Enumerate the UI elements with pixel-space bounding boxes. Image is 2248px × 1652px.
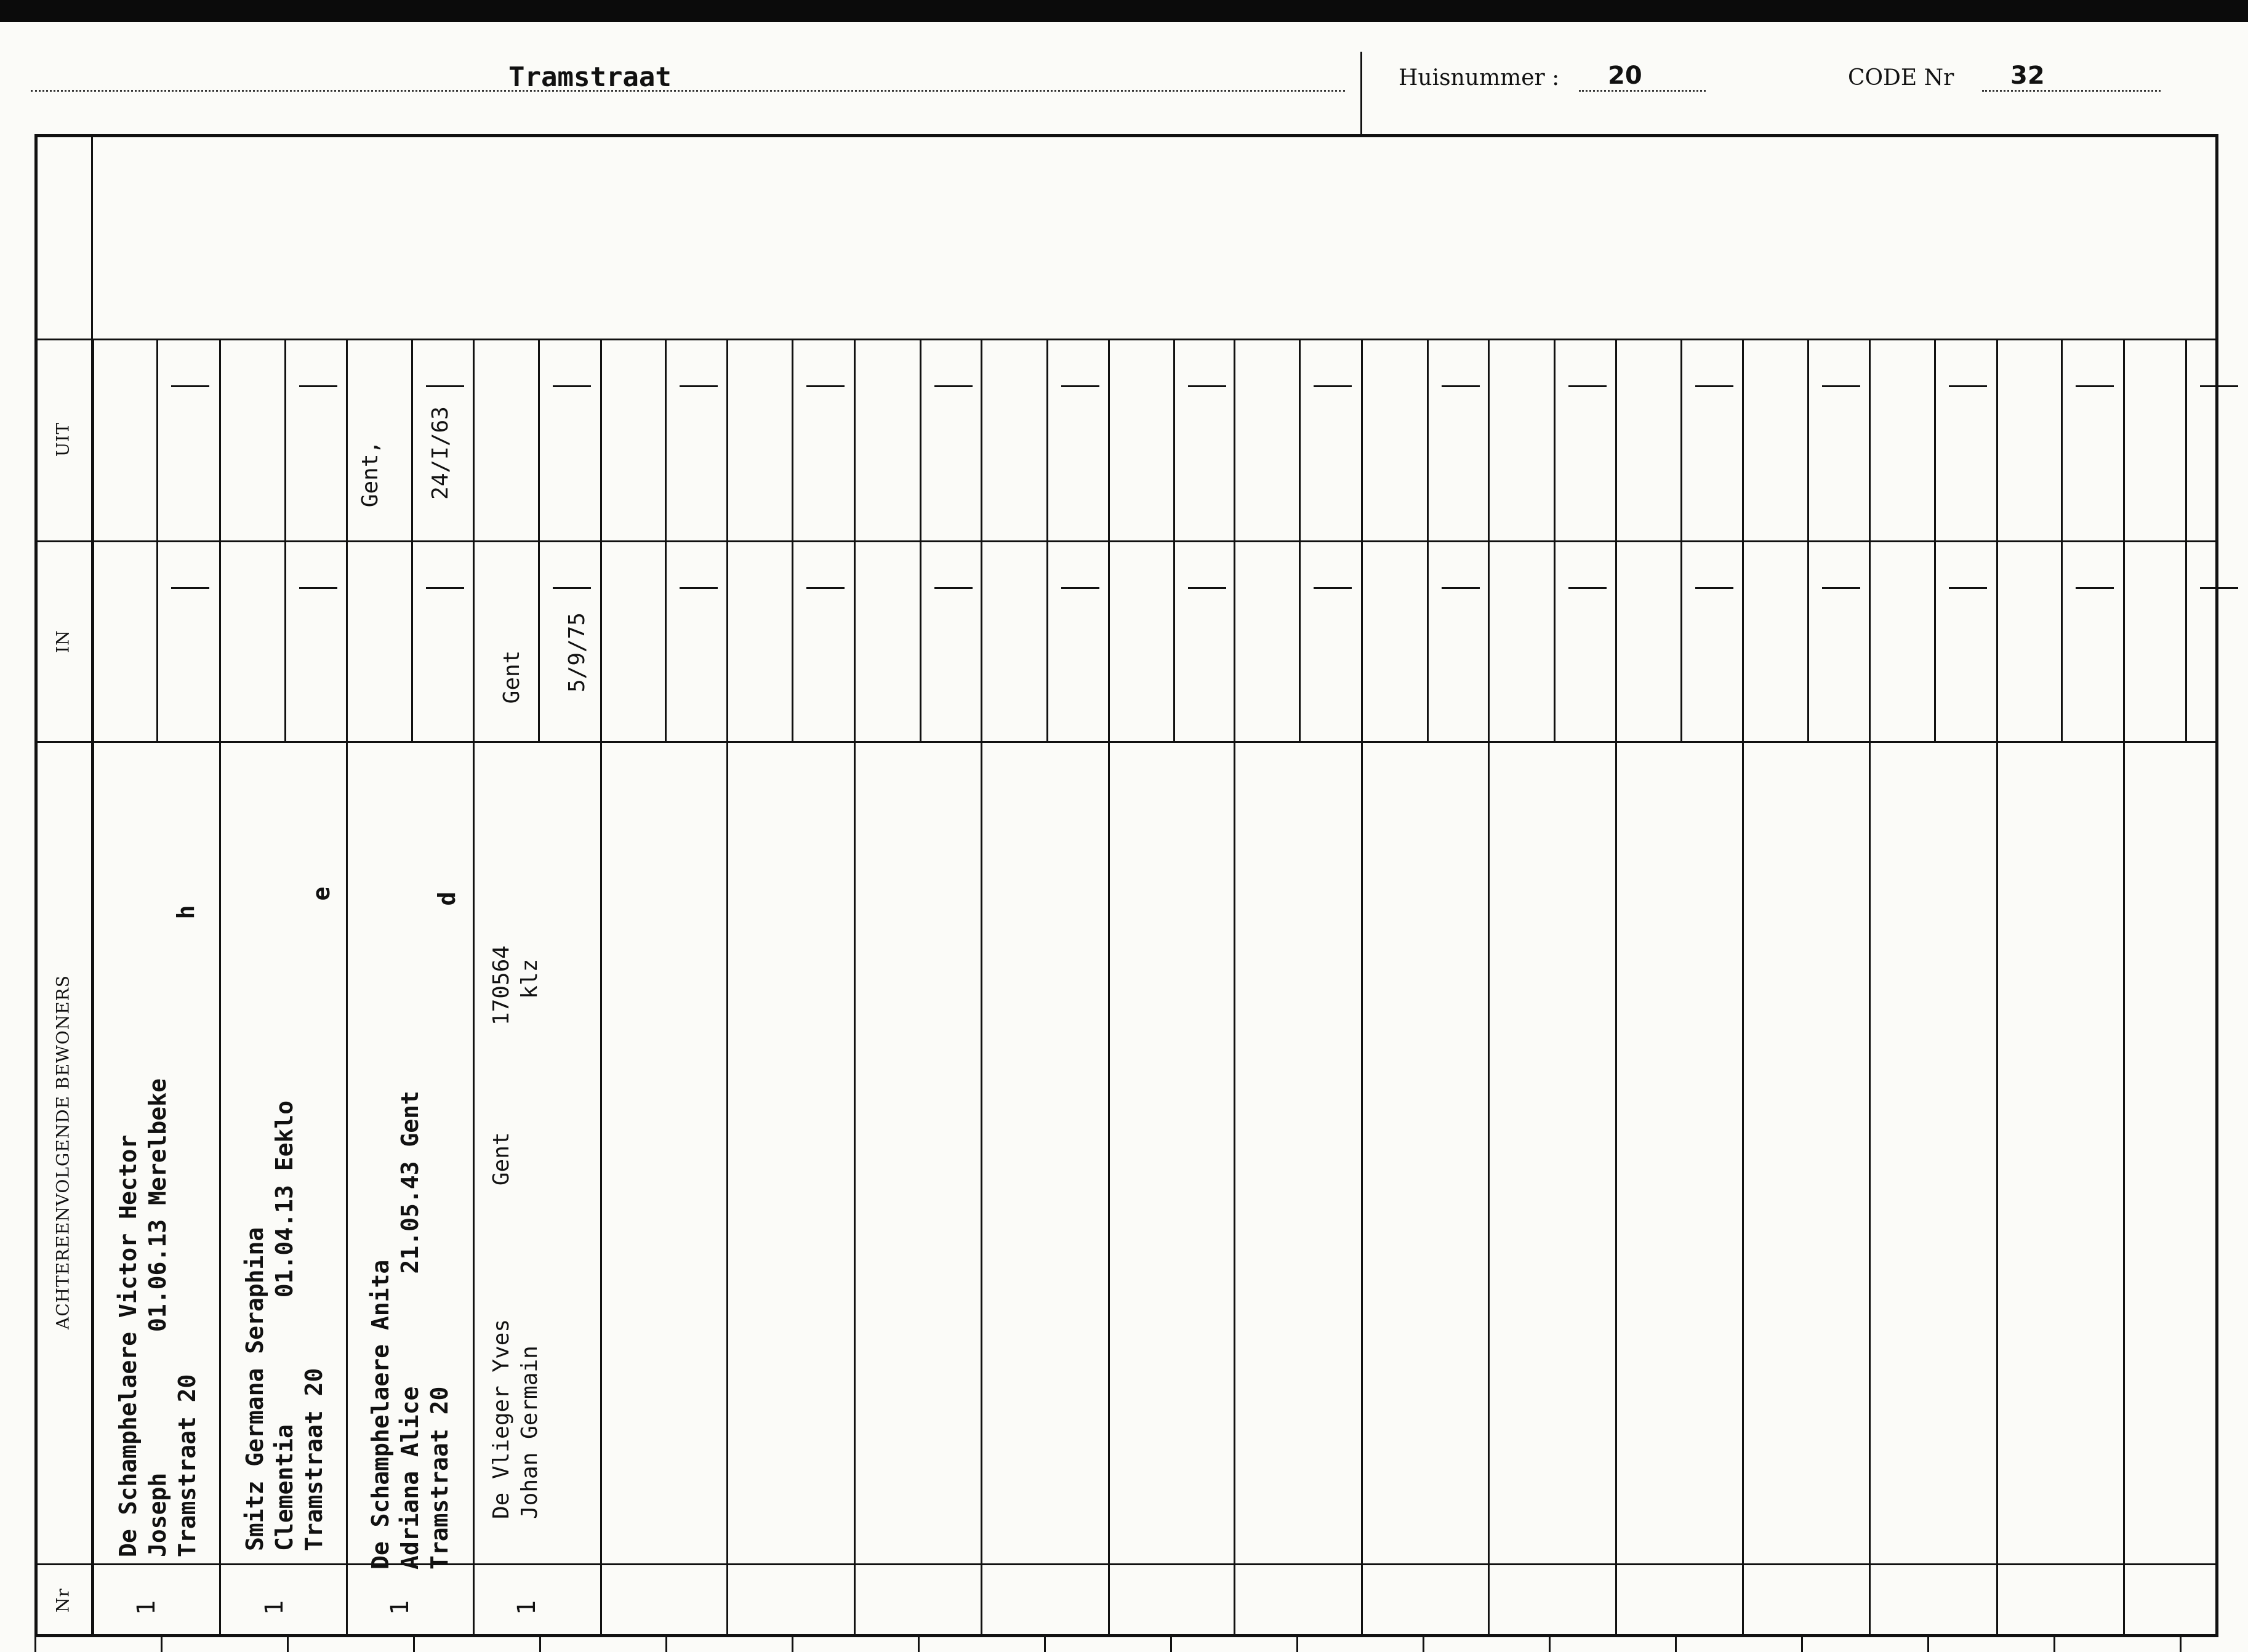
sub-column-divider bbox=[1299, 339, 1301, 741]
resident-line: Smitz Germana Seraphina bbox=[241, 1227, 268, 1551]
resident-line: Adriana Alice 21.05.43 Gent bbox=[396, 1091, 424, 1570]
in-dash-mark bbox=[2200, 587, 2238, 589]
arrival-place: Gent bbox=[499, 650, 524, 704]
column-divider bbox=[1234, 339, 1235, 1637]
sub-column-divider bbox=[411, 339, 413, 741]
in-dash-mark bbox=[2076, 587, 2114, 589]
sub-column-divider bbox=[792, 339, 793, 741]
entry-number: 1 bbox=[513, 1600, 541, 1616]
bottom-edge-tick bbox=[1801, 1637, 1803, 1652]
entry-number: 1 bbox=[386, 1600, 414, 1616]
code-label: CODE Nr bbox=[1848, 65, 1954, 90]
house-number-value: 20 bbox=[1608, 62, 1642, 90]
bottom-edge-tick bbox=[1170, 1637, 1172, 1652]
bottom-edge-tick bbox=[539, 1637, 541, 1652]
sub-column-divider bbox=[1934, 339, 1936, 741]
in-dash-mark bbox=[553, 587, 591, 589]
column-divider bbox=[600, 339, 602, 1637]
street-dotted-line bbox=[31, 90, 1345, 92]
column-divider bbox=[1488, 339, 1490, 1637]
in-dash-mark bbox=[299, 587, 337, 589]
column-divider bbox=[92, 339, 94, 1637]
column-divider bbox=[1361, 339, 1363, 1637]
row-label-residents: ACHTEREENVOLGENDE BEWONERS bbox=[52, 975, 73, 1329]
entry-number: 1 bbox=[132, 1600, 161, 1616]
sub-column-divider bbox=[284, 339, 286, 741]
residents-form-box bbox=[34, 134, 2218, 1637]
resident-line: Tramstraat 20 bbox=[174, 1374, 201, 1557]
resident-line: Tramstraat 20 bbox=[300, 1368, 327, 1551]
code-dotted-line bbox=[1982, 90, 2161, 92]
street-name: Tramstraat bbox=[508, 62, 672, 93]
uit-dash-mark bbox=[1695, 385, 1733, 387]
in-dash-mark bbox=[1822, 587, 1860, 589]
header-separator bbox=[1360, 52, 1362, 134]
resident-mark: h bbox=[172, 905, 199, 920]
nr-top-rule bbox=[34, 1563, 2218, 1565]
column-divider bbox=[1869, 339, 1871, 1637]
in-dash-mark bbox=[934, 587, 973, 589]
uit-dash-mark bbox=[806, 385, 845, 387]
bottom-edge-tick bbox=[287, 1637, 289, 1652]
uit-dash-mark bbox=[1568, 385, 1607, 387]
in-dash-mark bbox=[1442, 587, 1480, 589]
bottom-edge-tick bbox=[1044, 1637, 1046, 1652]
resident-line: Tramstraat 20 bbox=[426, 1386, 453, 1570]
column-divider bbox=[2123, 339, 2125, 1637]
resident-entry-4 bbox=[488, 891, 544, 1519]
sub-column-divider bbox=[156, 339, 158, 741]
row-label-uit: UIT bbox=[52, 422, 73, 457]
entry-number: 1 bbox=[260, 1600, 289, 1616]
arrival-date: 5/9/75 bbox=[564, 612, 590, 693]
uit-dash-mark bbox=[299, 385, 337, 387]
column-divider bbox=[1108, 339, 1110, 1637]
uit-dash-mark bbox=[1061, 385, 1099, 387]
bottom-edge-tick bbox=[918, 1637, 920, 1652]
bottom-edge-tick bbox=[792, 1637, 793, 1652]
sub-column-divider bbox=[1680, 339, 1682, 741]
sub-column-divider bbox=[538, 339, 540, 741]
sub-column-divider bbox=[1427, 339, 1429, 741]
bottom-edge-tick bbox=[1296, 1637, 1298, 1652]
column-divider bbox=[726, 339, 728, 1637]
house-number-label: Huisnummer : bbox=[1399, 65, 1560, 90]
uit-dash-mark bbox=[171, 385, 209, 387]
in-dash-mark bbox=[1695, 587, 1733, 589]
bottom-edge-tick bbox=[1423, 1637, 1424, 1652]
house-number-dotted-line bbox=[1579, 90, 1706, 92]
sub-column-divider bbox=[2061, 339, 2063, 741]
in-dash-mark bbox=[171, 587, 209, 589]
in-top-rule bbox=[34, 540, 2218, 542]
bottom-edge-tick bbox=[2180, 1637, 2182, 1652]
sub-column-divider bbox=[1173, 339, 1175, 741]
column-divider bbox=[219, 339, 221, 1637]
in-dash-mark bbox=[806, 587, 845, 589]
uit-dash-mark bbox=[553, 385, 591, 387]
bottom-edge-tick bbox=[2053, 1637, 2055, 1652]
bottom-edge-tick bbox=[1675, 1637, 1677, 1652]
uit-dash-mark bbox=[1314, 385, 1352, 387]
uit-dash-mark bbox=[1949, 385, 1987, 387]
scan-top-edge bbox=[0, 0, 2248, 22]
resident-line: De Schamphelaere Anita bbox=[367, 1259, 394, 1570]
uit-dash-mark bbox=[1822, 385, 1860, 387]
resident-line: De Schamphelaere Victor Hector bbox=[114, 1134, 142, 1557]
sub-column-divider bbox=[920, 339, 921, 741]
bottom-edge-tick bbox=[665, 1637, 667, 1652]
bottom-edge-tick bbox=[161, 1637, 163, 1652]
in-dash-mark bbox=[1061, 587, 1099, 589]
bottom-edge-tick bbox=[1927, 1637, 1929, 1652]
resident-entry-3 bbox=[366, 1077, 454, 1570]
uit-dash-mark bbox=[1442, 385, 1480, 387]
in-dash-mark bbox=[426, 587, 464, 589]
column-divider bbox=[1615, 339, 1617, 1637]
uit-dash-mark bbox=[934, 385, 973, 387]
bottom-edge-tick bbox=[413, 1637, 415, 1652]
sub-column-divider bbox=[2185, 339, 2187, 741]
departure-date: 24/I/63 bbox=[428, 406, 453, 500]
in-dash-mark bbox=[1568, 587, 1607, 589]
resident-entry-2 bbox=[240, 1100, 329, 1551]
uit-dash-mark bbox=[2200, 385, 2238, 387]
in-dash-mark bbox=[680, 587, 718, 589]
uit-dash-mark bbox=[680, 385, 718, 387]
resident-mark: e bbox=[308, 886, 335, 901]
in-dash-mark bbox=[1314, 587, 1352, 589]
uit-dash-mark bbox=[426, 385, 464, 387]
sub-column-divider bbox=[665, 339, 667, 741]
column-divider bbox=[473, 339, 475, 1637]
column-divider bbox=[346, 339, 348, 1637]
sub-column-divider bbox=[1046, 339, 1048, 741]
uit-dash-mark bbox=[1188, 385, 1226, 387]
column-divider bbox=[981, 339, 982, 1637]
resident-line: Joseph 01.06.13 Merelbeke bbox=[144, 1078, 171, 1557]
bottom-edge-tick bbox=[1549, 1637, 1551, 1652]
resident-line: Johan Germain klz bbox=[517, 958, 542, 1519]
in-dash-mark bbox=[1949, 587, 1987, 589]
resident-mark: d bbox=[433, 891, 460, 906]
row-label-nr: Nr bbox=[52, 1588, 73, 1613]
departure-place: Gent, bbox=[358, 440, 383, 508]
column-divider bbox=[1996, 339, 1998, 1637]
resident-line: Clementia 01.04.13 Eeklo bbox=[271, 1100, 298, 1551]
column-divider bbox=[854, 339, 856, 1637]
bottom-edge-tick bbox=[34, 1637, 36, 1652]
resident-entry-1 bbox=[113, 942, 202, 1557]
residents-top-rule bbox=[34, 741, 2218, 743]
code-value: 32 bbox=[2010, 62, 2045, 90]
uit-top-rule bbox=[34, 339, 2218, 340]
column-divider bbox=[1742, 339, 1744, 1637]
sub-column-divider bbox=[1554, 339, 1556, 741]
uit-dash-mark bbox=[2076, 385, 2114, 387]
resident-line: De Vlieger Yves Gent 170564 bbox=[489, 945, 514, 1519]
row-label-in: IN bbox=[52, 630, 73, 653]
sub-column-divider bbox=[1807, 339, 1809, 741]
in-dash-mark bbox=[1188, 587, 1226, 589]
